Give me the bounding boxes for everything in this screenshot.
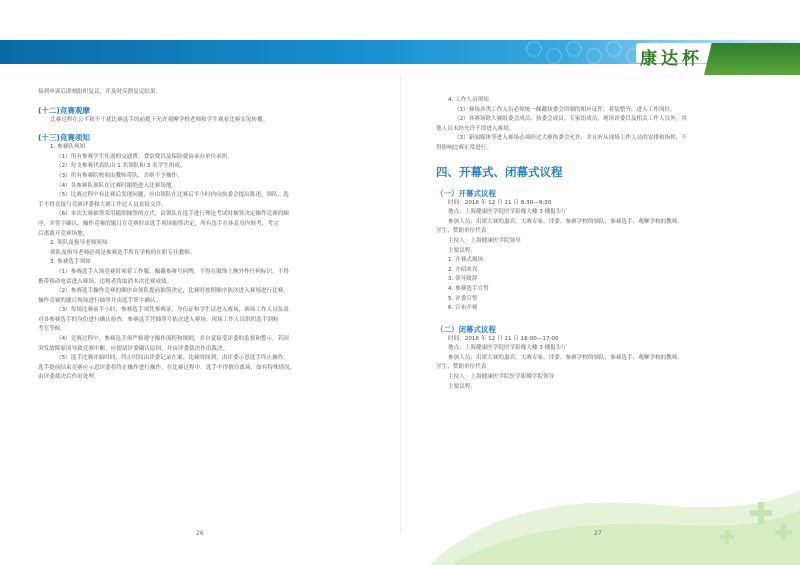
page-number-right: 27 [594,530,602,537]
text-line: （2）参赛选手操作竞赛的顺序由领队提前抽签决定，比赛时按照顺序依次进入赛场进行比赛， [56,288,289,295]
section-13-title: (十三)竞赛须知 [38,133,90,143]
text-line: 考室等候。 [38,326,66,333]
agenda-item: 3. 领导致辞 [448,276,478,283]
text-line: 由评委裁决后作出处理。 [38,374,100,381]
text-line: （5）选手比赛开始时间、终止时间由评委记录在案；比赛时间到，由评委示意选手终止操作。 [56,355,289,362]
opening-host: 主持人：上海健康医学院领导 [448,237,521,244]
text-line: （3）所有参赛院校须由教师带队，否则不予操作。 [56,172,183,179]
left-page [38,88,368,383]
green-wave-icon [420,475,800,565]
closing-title: （二）闭幕式议程 [436,324,496,334]
text-line: （1）所有参赛学生往返的交通费、食宿费以及保险费由承办单位承担。 [56,153,233,160]
closing-host: 主持人：上海健康医学院医学影像学院领导 [448,374,555,381]
closing-agenda-heading: 主要议程： [448,383,476,390]
text-line: 1. 参赛队须知 [50,144,86,151]
decorative-wave [420,475,800,565]
agenda-item: 4. 参赛选手宣誓 [448,285,489,292]
brand-accent-tab [704,43,800,75]
text-line: 突发故障原因导致竞赛中断，应提请评委确认原因，并由评委裁决作出裁决。 [38,345,229,352]
closing-time: 时间：2016 年 12 月 11 日 16:00—17:00 [448,335,559,342]
agenda-item: 6. 宣布开赛 [448,305,478,312]
opening-attendees: 参加人员：出席大赛的嘉宾、大赛专家、评委、参赛学校的领队、参赛选手、观摩学校的教师、 [448,218,683,225]
text-line: （2）各赛场除大赛组委会成员、执委会成员、专家组成员、现场评委以及相关工作人员外，其 [454,116,687,123]
brand-title: 康达杯 [640,49,703,69]
text-line: 操作竞赛的题目现场进行抽签并由选手签字确认。 [38,297,162,304]
opening-title: （一）开幕式议程 [436,188,496,198]
agenda-item: 5. 评委宣誓 [448,295,478,302]
page-gutter [400,75,401,535]
text-line: （1）参赛选手入场竞赛时须着工作服，佩戴参赛号码牌，不得在服饰上额外作任何标识，不得 [56,268,289,275]
text-line: 3. 参赛选手须知 [50,259,91,266]
intro-line: 接到申诉后即刻组织复议，并及时反馈复议结果。 [38,89,162,95]
agenda-item: 2. 介绍来宾 [448,266,478,273]
text-line: 手不得直接与竞赛评委和大赛工作过人员直接交涉。 [38,201,167,208]
page-number-left: 26 [196,530,204,537]
closing-place: 地点：上海健康医学院医学影像大楼 3 楼报告厅 [448,345,567,352]
text-line: 序，并签字确认。操作竞赛的题目在竞赛时由选手现场抽签决定，所有选手在休息室内候考，考完 [38,220,279,227]
text-line: （4）竞赛过程中，参赛选手须严格遵守操作流程和规则，并自觉接受评委的监督和警示。若因 [56,336,289,343]
text-line: （3）每场比赛前半小时，参赛选手须凭参赛证、身份证和学生证进入赛场，赛场工作人员负责 [56,307,289,314]
section-12-title: (十二)竞赛观摩 [38,105,90,115]
text-line: （6）本次大赛抽签采用随即抽签的方式，由领队在选手进行理论考试时抽签决定操作竞赛的顺 [56,211,289,218]
text-line: 携带移动电话进入赛场，违规者将取消本次比赛成绩。 [38,278,173,285]
text-line: 得影响比赛正常进行。 [436,144,492,151]
text-line: 2. 领队及指导老师须知 [50,240,108,247]
text-line: 选手提前结束竞赛应示意评委将终止操作进行操作。在比赛过程中，选手不得擅自离场，如有特殊情况， [38,364,296,371]
section-13-body [38,143,368,383]
text-line: （5）比赛过程中有比赛后发现问题，应由领队在比赛后半小时内向执委会提出陈述。领队、选 [56,192,289,199]
section-4-title: 四、开幕式、闭幕式议程 [436,164,563,179]
text-line: （1）赛场各类工作人员必须统一佩戴执委会印制的相应证件，着装整齐，进入工作岗位。 [454,106,676,113]
right-page [436,96,776,392]
text-line: 领队及指导老师必须是参赛选手所在学校的在职专任教师。 [50,249,196,256]
text-line: 对各参赛选手的身份进行确认检查，参赛选手凭抽签号依次进入赛场。现场工作人员组织选手到候 [38,316,279,323]
opening-place: 地点：上海健康医学院医学影像大楼 3 楼报告厅 [448,209,567,216]
opening-time: 时间：2016 年 12 月 11 日 8:30—9:30 [448,199,552,206]
text-line: （2）每支参赛代表队由 1 名领队和 3 名学生组成。 [56,163,186,170]
opening-agenda-heading: 主要议程： [448,247,476,254]
text-line: 后离离开竞赛场地。 [38,230,89,237]
section-12-text: 比赛过程在公平和不干扰比赛选手的前提下允许观摩学校老师和学生观看比赛实况转播。 [50,116,269,123]
staff-heading: 4. 工作人员须知 [448,97,489,103]
closing-attendees: 参加人员：出席大赛的嘉宾、大赛专家、评委、参赛学校的领队、参赛选手、观摩学校的教师、 [448,354,683,361]
closing-attendees-cont: 学生、赞助单位代表 [436,364,487,371]
text-line: （3）新闻媒体等进入赛场必须经过大赛执委会允许，并且听从现场工作人员的安排和指挥，不 [454,135,687,142]
opening-attendees-cont: 学生、赞助单位代表 [436,228,487,235]
text-line: （4）各参赛队领队在比赛时谢绝进入比赛场地。 [56,182,178,189]
text-line: 他人员未经允许不得进入赛场。 [436,125,515,132]
agenda-item: 1. 开赛式揭场 [448,257,484,264]
